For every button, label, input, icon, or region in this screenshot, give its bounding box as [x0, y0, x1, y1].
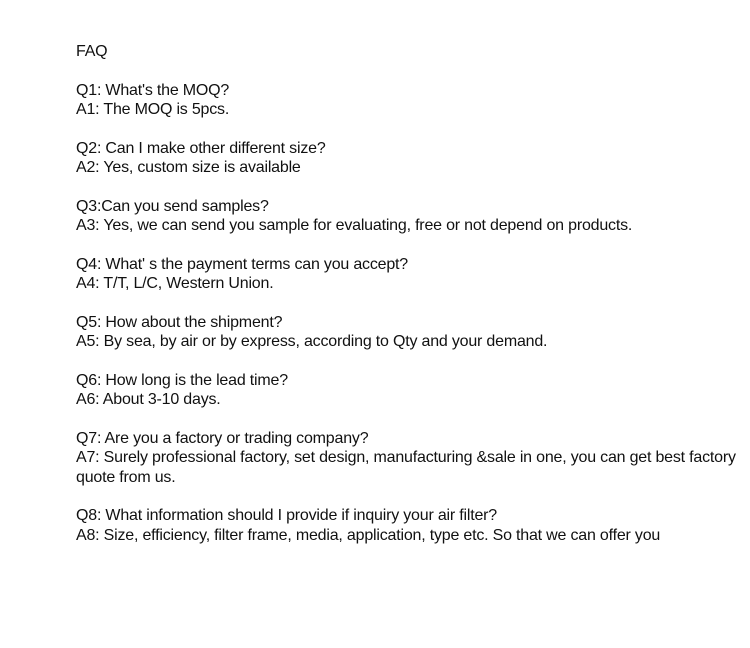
faq-title: FAQ — [76, 43, 108, 60]
faq-item-8 — [76, 506, 736, 545]
faq-question-4: Q4: What' s the payment terms can you accept? — [76, 255, 408, 273]
faq-item-2 — [76, 139, 736, 178]
faq-question-5: Q5: How about the shipment? — [76, 313, 283, 331]
faq-item-5 — [76, 313, 736, 352]
faq-item-7 — [76, 429, 736, 488]
faq-item-4 — [76, 255, 736, 294]
faq-question-2: Q2: Can I make other different size? — [76, 139, 326, 157]
faq-question-1: Q1: What's the MOQ? — [76, 81, 230, 99]
faq-answer-5: A5: By sea, by air or by express, according to Qty and your demand. — [76, 333, 548, 350]
faq-answer-2: A2: Yes, custom size is available — [76, 159, 301, 176]
faq-answer-1: A1: The MOQ is 5pcs. — [76, 101, 230, 118]
faq-answer-3: A3: Yes, we can send you sample for evaluating, free or not depend on products. — [76, 217, 633, 234]
faq-answer-7: A7: Surely professional factory, set design, manufacturing &sale in one, you can get best factory quote from us. — [76, 449, 736, 486]
faq-question-8: Q8: What information should I provide if inquiry your air filter? — [76, 507, 497, 524]
faq-question-7: Q7: Are you a factory or trading company? — [76, 429, 369, 447]
faq-document — [76, 42, 736, 564]
faq-item-3 — [76, 197, 736, 236]
faq-answer-8: A8: Size, efficiency, filter frame, media, application, type etc. So that we can offer you — [76, 526, 661, 544]
faq-question-6: Q6: How long is the lead time? — [76, 371, 288, 389]
faq-item-1 — [76, 81, 736, 120]
faq-answer-6: A6: About 3-10 days. — [76, 391, 221, 408]
faq-item-6 — [76, 371, 736, 410]
faq-question-3: Q3:Can you send samples? — [76, 197, 269, 215]
faq-answer-4: A4: T/T, L/C, Western Union. — [76, 275, 274, 292]
